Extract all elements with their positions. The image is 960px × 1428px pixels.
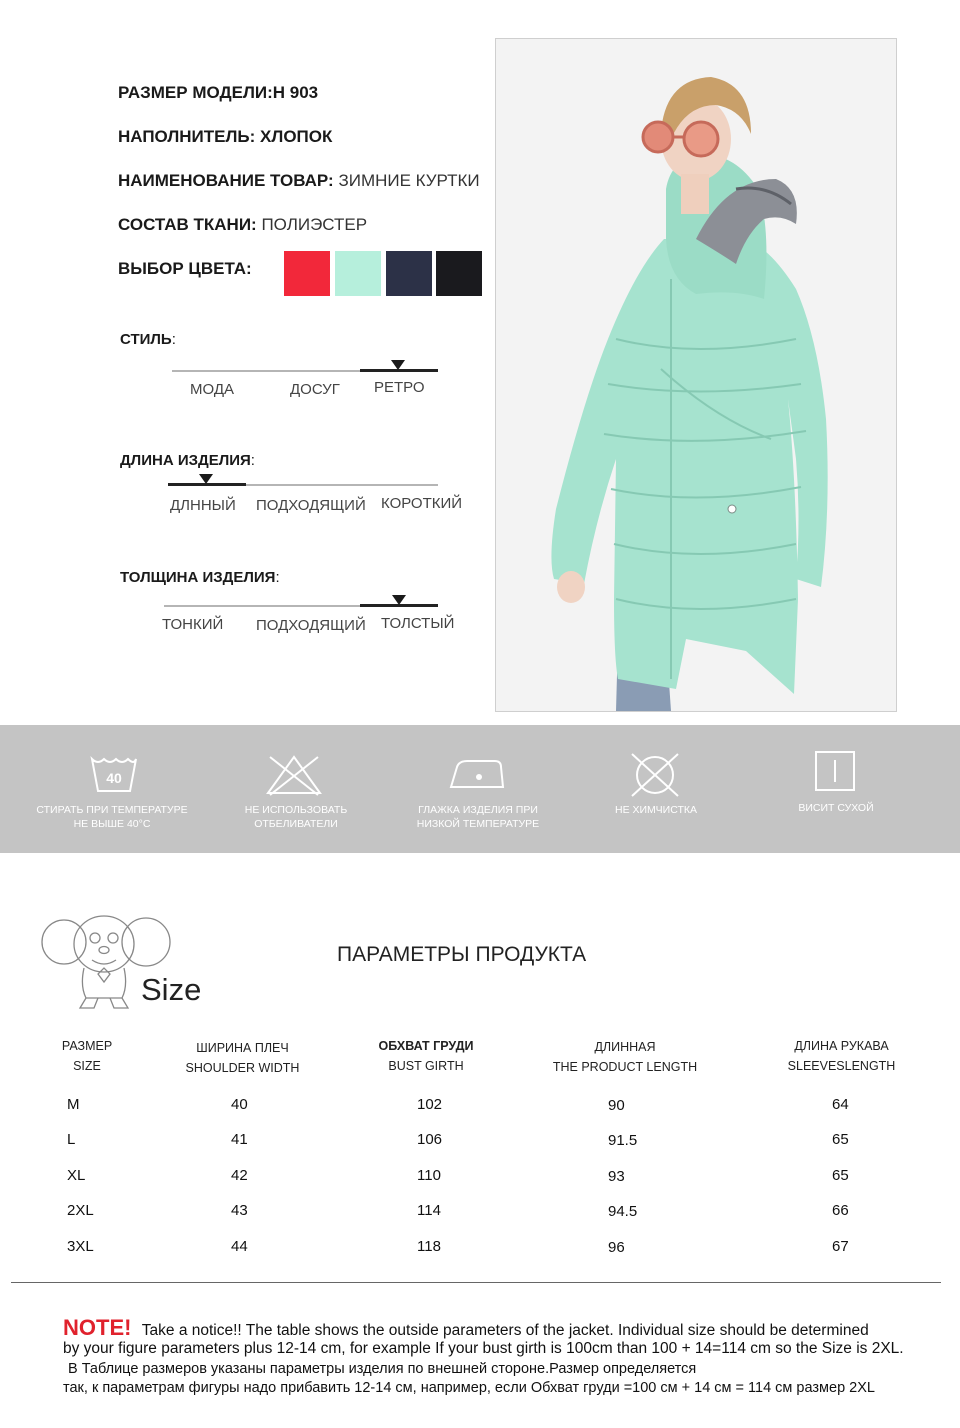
color-swatch-navy[interactable] bbox=[386, 251, 432, 296]
hang-dry-icon bbox=[814, 750, 856, 792]
fabric-spec: СОСТАВ ТКАНИ: ПОЛИЭСТЕР bbox=[118, 215, 368, 234]
length-cell: 96 bbox=[608, 1239, 625, 1256]
wash-40-icon bbox=[90, 755, 138, 795]
thickness-label: ТОЛЩИНА ИЗДЕЛИЯ: bbox=[120, 569, 280, 586]
style-marker-icon bbox=[391, 360, 405, 370]
note-russian-line2: так, к параметрам фигуры надо прибавить 12-14 см, например, если Обхват груди =100 см + 14 см = 114 см размер 2XL bbox=[63, 1380, 875, 1396]
size-cell: XL bbox=[67, 1167, 86, 1184]
note-label: NOTE! bbox=[63, 1315, 132, 1340]
header-length: ДЛИННАЯ THE PRODUCT LENGTH bbox=[552, 1040, 698, 1074]
no-dry-clean-icon bbox=[628, 751, 682, 799]
size-cell: 3XL bbox=[67, 1238, 94, 1255]
size-cell: M bbox=[67, 1096, 80, 1113]
note-english: NOTE! Take a notice!! The table shows the outside parameters of the jacket. Individual size should be determined bbox=[63, 1315, 869, 1340]
length-option-medium: ПОДХОДЯЩИЙ bbox=[256, 497, 366, 514]
care-instructions-band bbox=[0, 725, 960, 853]
bust-cell: 110 bbox=[417, 1167, 441, 1184]
size-heading: Size bbox=[141, 972, 202, 1007]
thickness-option-thick: ТОЛСТЫЙ bbox=[381, 615, 455, 632]
bust-cell: 114 bbox=[417, 1202, 441, 1219]
thickness-option-thin: ТОНКИЙ bbox=[162, 616, 224, 633]
length-cell: 94.5 bbox=[608, 1203, 638, 1220]
bust-cell: 106 bbox=[417, 1131, 443, 1148]
shoulder-cell: 43 bbox=[231, 1202, 248, 1219]
care-text-iron: ГЛАЖКА ИЗДЕЛИЯ ПРИ НИЗКОЙ ТЕМПЕРАТУРЕ bbox=[416, 804, 540, 830]
product-name-spec: НАИМЕНОВАНИЕ ТОВАР: ЗИМНИЕ КУРТКИ bbox=[118, 171, 480, 190]
length-marker-icon bbox=[199, 474, 213, 484]
length-label: ДЛИНА ИЗДЕЛИЯ: bbox=[120, 452, 255, 469]
care-text-wash: СТИРАТЬ ПРИ ТЕМПЕРАТУРЕ НЕ ВЫШЕ 40°C bbox=[36, 804, 188, 830]
color-swatch-red[interactable] bbox=[284, 251, 330, 296]
note-english-line2: by your figure parameters plus 12-14 cm, for example If your bust girth is 100cm than 100 + 14=114 cm so the Size is 2XL. bbox=[63, 1340, 904, 1357]
shoulder-cell: 41 bbox=[231, 1131, 248, 1148]
sleeve-cell: 65 bbox=[832, 1131, 849, 1148]
size-cell: L bbox=[67, 1131, 76, 1148]
model-size: РАЗМЕР МОДЕЛИ:Н 903 bbox=[118, 83, 319, 102]
length-option-long: ДЛННЫЙ bbox=[170, 497, 236, 514]
bust-cell: 118 bbox=[417, 1238, 441, 1255]
style-option-fashion: МОДА bbox=[190, 381, 234, 398]
style-label: СТИЛЬ: bbox=[120, 331, 176, 348]
care-text-bleach: НЕ ИСПОЛЬЗОВАТЬ ОТБЕЛИВАТЕЛИ bbox=[244, 804, 348, 830]
shoulder-cell: 42 bbox=[231, 1167, 248, 1184]
shoulder-cell: 40 bbox=[231, 1096, 248, 1113]
header-sleeve: ДЛИНА РУКАВА SLEEVESLENGTH bbox=[787, 1039, 896, 1073]
header-size: РАЗМЕР SIZE bbox=[61, 1039, 113, 1073]
table-divider bbox=[11, 1282, 941, 1283]
note-russian-line1: В Таблице размеров указаны параметры изделия по внешней стороне.Размер определяется bbox=[68, 1361, 697, 1377]
model-in-jacket-illustration bbox=[496, 39, 896, 711]
no-bleach-icon bbox=[264, 751, 324, 797]
color-swatch-black[interactable] bbox=[436, 251, 482, 296]
svg-text:40: 40 bbox=[106, 770, 122, 786]
length-cell: 91.5 bbox=[608, 1132, 638, 1149]
style-option-retro: РЕТРО bbox=[374, 379, 425, 396]
thickness-marker-icon bbox=[392, 595, 406, 605]
color-swatch-mint[interactable] bbox=[335, 251, 381, 296]
header-bust: ОБХВАТ ГРУДИ BUST GIRTH bbox=[378, 1039, 474, 1073]
bust-cell: 102 bbox=[417, 1096, 443, 1113]
length-option-short: КОРОТКИЙ bbox=[381, 495, 463, 512]
product-photo bbox=[495, 38, 897, 712]
iron-low-icon bbox=[447, 757, 507, 791]
header-shoulder: ШИРИНА ПЛЕЧ SHOULDER WIDTH bbox=[185, 1041, 300, 1075]
color-choice-label: ВЫБОР ЦВЕТА: bbox=[118, 259, 252, 278]
sleeve-cell: 64 bbox=[832, 1096, 849, 1113]
shoulder-cell: 44 bbox=[231, 1238, 248, 1255]
length-cell: 93 bbox=[608, 1168, 625, 1185]
care-text-hangdry: ВИСИТ СУХОЙ bbox=[798, 802, 874, 814]
sleeve-cell: 67 bbox=[832, 1238, 849, 1255]
thickness-option-medium: ПОДХОДЯЩИЙ bbox=[256, 617, 366, 634]
sleeve-cell: 66 bbox=[832, 1202, 849, 1219]
product-parameters-title: ПАРАМЕТРЫ ПРОДУКТА bbox=[337, 943, 587, 966]
sleeve-cell: 65 bbox=[832, 1167, 849, 1184]
filler-spec: НАПОЛНИТЕЛЬ: ХЛОПОК bbox=[118, 127, 333, 146]
length-cell: 90 bbox=[608, 1097, 625, 1114]
care-text-dryclean: НЕ ХИМЧИСТКА bbox=[615, 804, 697, 816]
size-cell: 2XL bbox=[67, 1202, 94, 1219]
style-option-leisure: ДОСУГ bbox=[290, 381, 340, 398]
